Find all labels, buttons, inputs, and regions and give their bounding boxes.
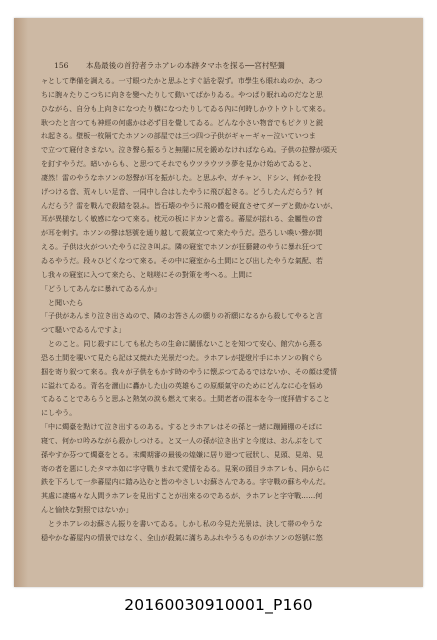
- text-line: 「どうしてあんなに暴れてゐるんか」: [41, 283, 161, 293]
- page-header: [54, 60, 404, 74]
- text-line: てゐることであらうと思ふと熱気の涙も燃えて來る。土間老者の混本を今一度拝借すること: [41, 394, 330, 404]
- text-line: し我々の寢室に入つて來たら、と咄嗟にその對策を考へる。上間に: [41, 269, 253, 279]
- text-line: ちに腕々たりこつちに向きを變へたりして動いてばかりゐる。やつぱり眠れぬのだなと思: [41, 89, 323, 99]
- archive-caption: 20160030910001_P160: [124, 596, 313, 614]
- text-line: 耿つたと言つても神經の何處かは必ず目を覺してゐる。どんな小さい物音でもピクリと鋭: [41, 117, 323, 127]
- text-line: にしやう。: [41, 408, 77, 418]
- text-line: げつける音、荒々しい足音、一同中し合はしたやうに飛び起きる。どうしたんだらう？何: [41, 186, 323, 196]
- text-line: とラホアレのお蘇さん振りを書いてゐる。しかし私の今見た光景は、決して帯のやうな: [48, 519, 323, 528]
- text-line: える。子供は火がついたやうに泣き叫ぶ。隣の寢室でホソンが狂藝鍵のやうに暴れ狂つて: [41, 242, 324, 252]
- text-line: 恐る土間を覗いて見たら記は又焼れた光景だつた。ラホアレが提燈片手にホソンの胸ぐら: [41, 352, 323, 362]
- text-line: 鉄を下ろして一歩蕃屋内に踏み込むと皆のやさしいお蘇さんである。字守戰の蘇ちやんだ。: [41, 477, 330, 487]
- text-line: 「子供があんまり泣き出さぬので、隣のお答さんの願りの祈願になるから殺してやると言: [41, 311, 323, 321]
- text-line: で立つて寢付きまない。泣き聲ら振るうと無闇に尻を鍛めなければならぬ。子供の拉聲が頭天: [41, 145, 337, 155]
- text-line: とのこと。同じ殺すにしても私たちの生命に關係ないことを知つて安心、館穴から燕る: [48, 339, 323, 349]
- text-line: 寝て、何かロ吟みながら殺かしつける。と又一人の孫が泣き出すと今度は、おんぶをして: [41, 435, 323, 445]
- text-line: を釘すやうだ。暗いからも、と思つてそれでもウツラウツラ夢を見かけ始めてゐると、: [41, 159, 316, 169]
- text-line: れ起きる。壁板一枚隔てたホソンの部屋では三つ四つ子供がギャーギャー泣いていつま: [41, 131, 316, 141]
- text-line: つて騷いでゐるんですよ」: [41, 325, 126, 335]
- text-line: 「中に燭臺を點けて泣き出するのある。するとラホアレはその孫と一緒に蹦鐘棚のそばに: [41, 422, 323, 432]
- body-text: [41, 74, 386, 560]
- text-line: 穏やかな蕃屋内の情景ではなく、全山が殺氣に滿ちあふれやうるものがホソンの怒號に悠: [41, 532, 323, 542]
- text-line: に溢れてゐる。背名を灑山に轟かした山の英雄もこの原顏氣守のためにどんなに心を悩め: [41, 380, 323, 390]
- text-line: 其處に凄瘍々な人間ラホアレを見出すことが出來るのであるが、ラホアレと字守戰……何: [41, 491, 323, 501]
- text-line: 寄の者を悪にしたタマホ如に字守戰りまれて愛情をゐる。見案の頭目ラホアレも、同からに: [41, 463, 330, 473]
- text-line: 凄然！雷のやうなホソンの怒聲が耳を振がした。と思ふや、ガチャン、ドシン、何かを投: [41, 172, 322, 182]
- text-line: ャとして準備を調える。一寸眼つたかと思ふとすぐ話を裂ず。市學生も眼れぬのか、あつ: [41, 76, 323, 85]
- text-line: 孫やすか芬つて燭臺をとる。末燭期審の最後の煌嫌に居り廻つて冠狀し、見頭、見弟、見: [41, 449, 323, 459]
- text-line: 掴を寄り叙つて來る。我々が子供をもかす時のやうに懐ぶつてゐるではないか、その顔は愛情: [41, 366, 337, 376]
- text-line: と聞いたら: [48, 297, 84, 307]
- text-line: が耳を剌す。ホソンの聲は怒號を通り越して殺氣立つて來たやうだ。恐ろしい喚い聲が間: [41, 228, 323, 238]
- text-line: ゐるやうだ。段々ひどくなつて來る。その中に寢室から土間にとび出したやうな氣配、若: [41, 255, 323, 265]
- text-line: んだらう？雷を戰んで殺踏を裂ふ。皆石壊のやうに飛の體を硬直させてダーデと動かないが、: [41, 200, 338, 210]
- text-line: んと愉快な對照ではないか」: [41, 505, 133, 515]
- page-number: 156: [54, 61, 69, 70]
- text-line: 耳が異様なしく敏感になつて來る。枕元の板にドカンと當る。蕃屋が揺れる、金屬性の音: [41, 214, 323, 224]
- running-head: 本島最後の首狩者ラホアレの本跡タマホを探る──宮村堅彌: [86, 61, 285, 70]
- text-line: ひながら、自分も上向きになつたり横になつたりしてゐる內に何時しかウトウトして來る。: [41, 103, 330, 113]
